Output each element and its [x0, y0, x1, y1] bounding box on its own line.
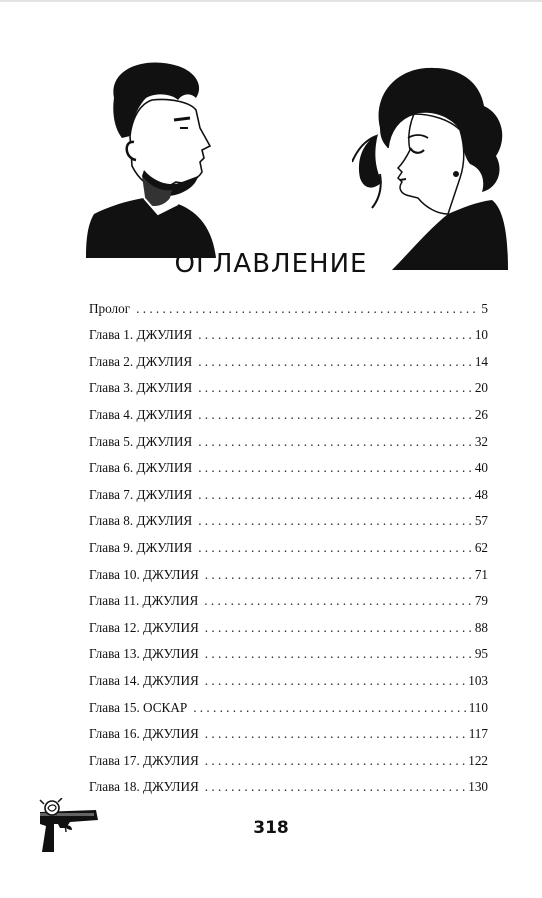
toc-entry — [89, 529, 488, 556]
toc-entry-title: Глава 5. ДЖУЛИЯ — [89, 433, 193, 449]
toc-entry-page: 122 — [468, 752, 488, 768]
toc-entry-title: Глава 11. ДЖУЛИЯ — [89, 593, 199, 609]
toc-dot-leader — [205, 620, 472, 636]
toc-entry-title: Глава 17. ДЖУЛИЯ — [89, 752, 199, 768]
toc-entry-title: Глава 1. ДЖУЛИЯ — [89, 327, 193, 343]
toc-entry-page: 14 — [474, 353, 488, 369]
toc-entry — [89, 716, 488, 743]
toc-entry-title: Глава 10. ДЖУЛИЯ — [89, 566, 199, 582]
toc-dot-leader — [205, 753, 465, 769]
toc-entry-page: 57 — [474, 513, 488, 529]
toc-entry — [89, 423, 488, 450]
toc-entry-page: 95 — [474, 646, 488, 662]
toc-entry-page: 20 — [474, 380, 488, 396]
toc-entry-page: 110 — [468, 699, 488, 715]
toc-entry — [89, 636, 488, 663]
toc-entry-page: 48 — [474, 486, 488, 502]
table-of-contents — [89, 290, 488, 795]
toc-dot-leader — [198, 513, 472, 529]
toc-entry-title: Пролог — [89, 300, 131, 316]
toc-entry-title: Глава 13. ДЖУЛИЯ — [89, 646, 199, 662]
toc-entry-title: Глава 4. ДЖУЛИЯ — [89, 406, 193, 422]
toc-entry — [89, 290, 488, 317]
toc-entry — [89, 370, 488, 397]
toc-dot-leader — [204, 593, 472, 609]
toc-entry-title: Глава 12. ДЖУЛИЯ — [89, 619, 199, 635]
toc-dot-leader — [198, 487, 472, 503]
toc-dot-leader — [198, 434, 472, 450]
toc-entry — [89, 742, 488, 769]
toc-dot-leader — [205, 646, 472, 662]
toc-entry-page: 79 — [474, 593, 488, 609]
toc-entry-page: 32 — [474, 433, 488, 449]
toc-dot-leader — [136, 301, 478, 317]
toc-dot-leader — [205, 673, 465, 689]
toc-dot-leader — [205, 779, 465, 795]
toc-entry-title: Глава 8. ДЖУЛИЯ — [89, 513, 193, 529]
toc-entry-page: 130 — [468, 779, 488, 795]
page-number: 318 — [253, 818, 289, 838]
toc-entry-title: Глава 6. ДЖУЛИЯ — [89, 460, 193, 476]
toc-dot-leader — [198, 540, 472, 556]
toc-entry-page: 5 — [481, 300, 488, 316]
toc-entry-page: 10 — [474, 327, 488, 343]
toc-entry-page: 40 — [474, 460, 488, 476]
toc-dot-leader — [198, 380, 472, 396]
toc-dot-leader — [205, 567, 472, 583]
toc-entry — [89, 450, 488, 477]
toc-entry — [89, 769, 488, 796]
toc-dot-leader — [198, 460, 472, 476]
toc-entry-title: Глава 15. ОСКАР — [89, 699, 188, 715]
toc-entry-page: 103 — [468, 672, 488, 688]
toc-dot-leader — [198, 354, 472, 370]
toc-entry — [89, 662, 488, 689]
toc-entry-title: Глава 7. ДЖУЛИЯ — [89, 486, 193, 502]
toc-heading: ОГЛАВЛЕНИЕ — [174, 249, 368, 280]
toc-entry — [89, 609, 488, 636]
toc-entry — [89, 503, 488, 530]
toc-entry — [89, 583, 488, 610]
toc-entry-page: 71 — [474, 566, 488, 582]
toc-dot-leader — [198, 327, 472, 343]
toc-entry — [89, 689, 488, 716]
toc-entry — [89, 343, 488, 370]
top-border — [0, 0, 542, 2]
toc-entry-page: 26 — [474, 406, 488, 422]
toc-entry — [89, 317, 488, 344]
toc-dot-leader — [193, 700, 466, 716]
toc-entry-title: Глава 2. ДЖУЛИЯ — [89, 353, 193, 369]
toc-entry-page: 62 — [474, 539, 488, 555]
toc-entry — [89, 396, 488, 423]
toc-entry-title: Глава 14. ДЖУЛИЯ — [89, 672, 199, 688]
toc-entry — [89, 476, 488, 503]
toc-entry-page: 88 — [474, 619, 488, 635]
toc-entry-title: Глава 18. ДЖУЛИЯ — [89, 779, 199, 795]
toc-entry-page: 117 — [468, 726, 488, 742]
toc-entry — [89, 556, 488, 583]
toc-dot-leader — [205, 726, 466, 742]
toc-entry-title: Глава 9. ДЖУЛИЯ — [89, 539, 193, 555]
toc-dot-leader — [198, 407, 472, 423]
woman-profile-icon — [352, 58, 508, 270]
toc-entry-title: Глава 3. ДЖУЛИЯ — [89, 380, 193, 396]
man-profile-icon — [86, 58, 216, 258]
toc-entry-title: Глава 16. ДЖУЛИЯ — [89, 726, 199, 742]
